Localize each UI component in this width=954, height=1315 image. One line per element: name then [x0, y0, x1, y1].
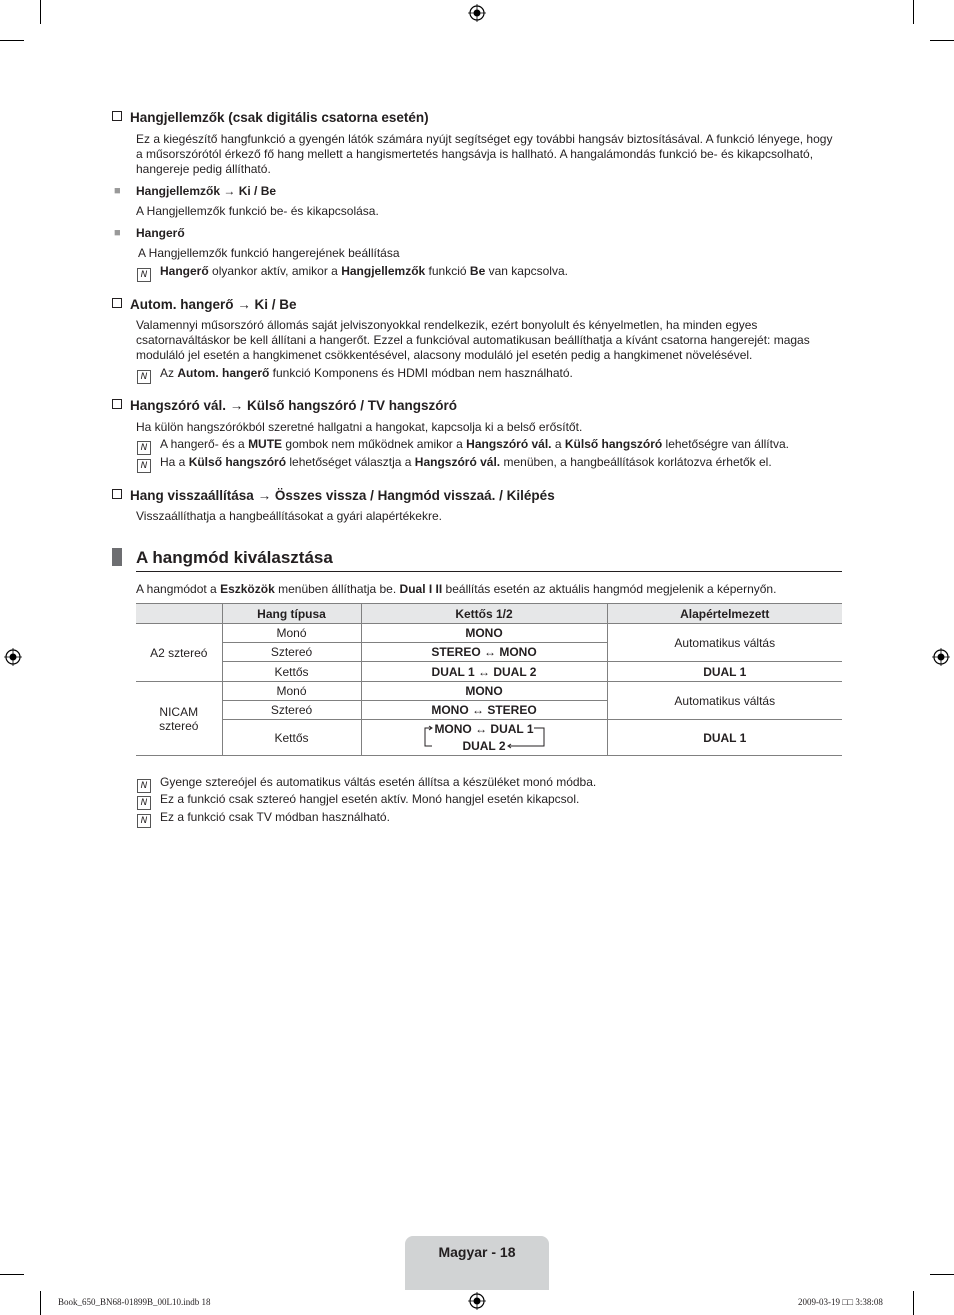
table-header: Alapértelmezett [607, 604, 842, 624]
checkbox-bullet-icon [112, 298, 122, 308]
table-cell: MONO ↔ STEREO [361, 701, 607, 720]
section-heading: Hangjellemzők (csak digitális csatorna esetén) [112, 110, 429, 125]
note: N Az Autom. hangerő funkció Komponens és HDMI módban nem használható. [137, 366, 573, 384]
print-slug: Book_650_BN68-01899B_00L10.indb 18 [58, 1297, 211, 1307]
note: N Ez a funkció csak sztereó hangjel esetén aktív. Monó hangjel esetén kikapcsol. [137, 792, 579, 810]
crop-mark [930, 40, 954, 41]
table-cell: Automatikus váltás [607, 624, 842, 662]
note-icon: N [137, 370, 151, 384]
table-cell: DUAL 1 [607, 720, 842, 756]
cycle-arrow-icon [424, 724, 546, 750]
table-header [136, 604, 222, 624]
table-cell: Monó [222, 624, 361, 643]
sub-label: Hangjellemzők → Ki / Be [136, 184, 277, 198]
note-icon: N [137, 441, 151, 455]
note: N A hangerő- és a MUTE gombok nem működnek amikor a Hangszóró vál. a Külső hangszóró lehetőségre van állítva. [137, 437, 789, 455]
crop-mark [913, 0, 914, 24]
note: N Gyenge sztereójel és automatikus váltás esetén állítsa a készüléket monó módba. [137, 775, 596, 793]
table-cell: MONO [361, 624, 607, 643]
table-row [136, 662, 842, 682]
table-cell: Kettős [222, 720, 361, 756]
table-cell: Kettős [222, 662, 361, 682]
heading-bar-icon [112, 548, 122, 566]
paragraph: Valamennyi műsorszóró állomás saját jelviszonyokkal rendelkezik, ezért bonyolult és kényelmetlen, ha minden egyes csatornaváltáskor be kell állítani a hangerőt. Ezzel a funkcióval automatikusan beállíthatja a kívánt csatorna hangerejét: magas moduláló jel esetén a hangkimenet csökkentésével, alacsony moduláló jel esetén pedig a hangkimenet növelésével. [136, 318, 810, 362]
note-icon: N [137, 814, 151, 828]
section-heading: Hang visszaállítása → Összes vissza / Hangmód visszaá. / Kilépés [112, 488, 555, 503]
table-row [136, 682, 842, 701]
table-row [136, 720, 842, 756]
heading-rule [136, 571, 842, 572]
registration-mark-icon [4, 648, 22, 666]
crop-mark [913, 1291, 914, 1315]
note: N Ha a Külső hangszóró lehetőséget választja a Hangszóró vál. menüben, a hangbeállítások korlátozva érhetők el. [137, 455, 772, 473]
crop-mark [40, 0, 41, 24]
paragraph: Ez a kiegészítő hangfunkció a gyengén látók számára nyújt segítséget egy további hangsáv biztosításával. A funkció lényege, hogy a műsorszórótól érkező fő hang mellett a hangismertetés hangsávja is hallható. A hangalámondás funkció be- és kikapcsolható, hangereje pedig állítható. [136, 132, 833, 176]
table-cell: STEREO ↔ MONO [361, 643, 607, 662]
table-cell: Monó [222, 682, 361, 701]
crop-mark [0, 40, 24, 41]
note-icon: N [137, 779, 151, 793]
crop-mark [930, 1274, 954, 1275]
table-row [136, 624, 842, 643]
paragraph: Ha külön hangszórókból szeretné hallgatni a hangokat, kapcsolja ki a belső erősítőt. [136, 420, 583, 434]
table-cell: Sztereó [222, 701, 361, 720]
square-bullet-icon: ■ [114, 185, 121, 197]
table-cell: Sztereó [222, 643, 361, 662]
table-cell: NICAM sztereó [136, 682, 222, 756]
table-header: Hang típusa [222, 604, 361, 624]
registration-mark-icon [468, 1292, 486, 1310]
note-icon: N [137, 796, 151, 810]
registration-mark-icon [932, 648, 950, 666]
table-header: Kettős 1/2 [361, 604, 607, 624]
crop-mark [0, 1274, 24, 1275]
square-bullet-icon: ■ [114, 227, 121, 239]
checkbox-bullet-icon [112, 399, 122, 409]
note: N Hangerő olyankor aktív, amikor a Hangjellemzők funkció Be van kapcsolva. [137, 264, 568, 282]
paragraph: A Hangjellemzők funkció hangerejének beállítása [138, 246, 400, 260]
note-icon: N [137, 268, 151, 282]
checkbox-bullet-icon [112, 489, 122, 499]
table-cell: DUAL 1 ↔ DUAL 2 [361, 662, 607, 682]
intro-paragraph: A hangmódot a Eszközök menüben állíthatja be. Dual I II beállítás esetén az aktuális hangmód megjelenik a képernyőn. [136, 582, 777, 596]
crop-mark [40, 1291, 41, 1315]
note-icon: N [137, 459, 151, 473]
print-slug: 2009-03-19 □□ 3:38:08 [798, 1297, 883, 1307]
table-cell: A2 sztereó [136, 624, 222, 682]
section-heading: Hangszóró vál. → Külső hangszóró / TV hangszóró [112, 398, 457, 413]
sound-mode-table [136, 603, 842, 756]
table-cell: DUAL 1 [607, 662, 842, 682]
paragraph: Visszaállíthatja a hangbeállításokat a gyári alapértékekre. [136, 509, 442, 523]
sub-label: Hangerő [136, 226, 185, 240]
paragraph: A Hangjellemzők funkció be- és kikapcsolása. [136, 204, 379, 218]
table-cell: MONO ↔ DUAL 1 DUAL 2 [361, 720, 607, 756]
table-cell: Automatikus váltás [607, 682, 842, 720]
registration-mark-icon [468, 4, 486, 22]
note: N Ez a funkció csak TV módban használható. [137, 810, 390, 828]
checkbox-bullet-icon [112, 111, 122, 121]
table-cell: MONO [361, 682, 607, 701]
page-title: A hangmód kiválasztása [112, 548, 333, 568]
page-number-tab: Magyar - 18 [405, 1236, 549, 1290]
section-heading: Autom. hangerő → Ki / Be [112, 297, 297, 312]
